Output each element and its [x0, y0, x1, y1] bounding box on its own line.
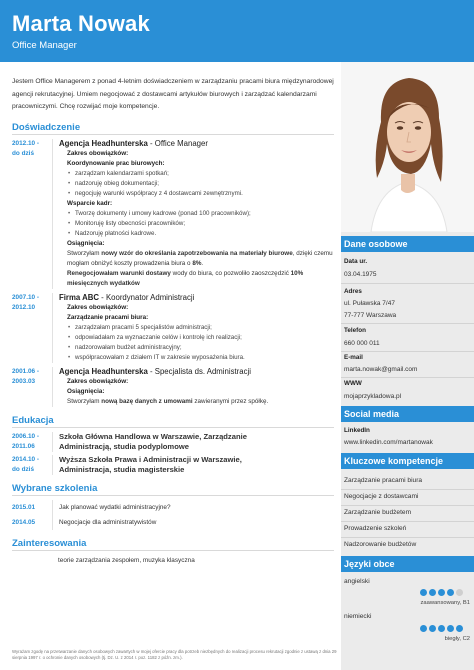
- duties-label: Zakres obowiązków:: [67, 377, 129, 385]
- section-title-training: Wybrane szkolenia: [12, 482, 98, 494]
- section-title-social: Social media: [341, 406, 474, 422]
- section-title-languages: Języki obce: [341, 556, 474, 572]
- date-end: do dziś: [12, 149, 35, 157]
- experience-item: [12, 139, 334, 289]
- candidate-name: Marta Nowak: [12, 11, 150, 36]
- sidebar-divider: [341, 521, 474, 522]
- language-name: angielski: [344, 578, 370, 585]
- experience-item: [12, 367, 334, 407]
- level-dot: [420, 625, 427, 632]
- experience-dates: [12, 139, 52, 289]
- date-start: 2014.10 -: [12, 455, 40, 463]
- school-name: Wyższa Szkoła Prawa i Administracji w Warszawie,: [59, 454, 242, 464]
- date-start: 2001.06 -: [12, 367, 40, 375]
- language-level-dots: [420, 625, 463, 632]
- address-line2: 77-777 Warszawa: [344, 312, 397, 319]
- address-line1: ul. Puławska 7/47: [344, 300, 395, 307]
- achievements-label: Osiągnięcia:: [67, 239, 105, 247]
- skill-item: Zarządzanie budżetem: [344, 509, 412, 516]
- level-dot: [429, 625, 436, 632]
- language-name: niemiecki: [344, 613, 372, 620]
- linkedin-label: LinkedIn: [344, 427, 370, 434]
- duty-group-label: Zarządzanie pracami biura:: [67, 313, 149, 321]
- duty-group-label: Wsparcie kadr:: [67, 199, 113, 207]
- www-link[interactable]: mojaprzykladowa.pl: [344, 393, 402, 400]
- level-dot: [438, 625, 445, 632]
- achievement-text: Stworzyłam nowy wzór do określania zapotrzebowania na materiały biurowe, dzięki czemu mogłam obniżyć koszty prowadzenia biura o 8%.: [67, 249, 333, 267]
- job-title: [59, 293, 334, 303]
- duty-item: • zarządzałam pracami 5 specjalistów administracji;: [67, 323, 334, 333]
- education-item: [12, 432, 334, 452]
- sidebar-divider: [341, 351, 474, 352]
- duty-item: • odpowiadałam za wyznaczanie celów i kontrolę ich realizacji;: [67, 333, 334, 343]
- training-item: [12, 500, 334, 515]
- achievement-text: Renegocjowałam warunki dostawy wody do biura, co pozwoliło zaoszczędzić 10% miesięcznych wydatków: [67, 269, 304, 287]
- date-start: 2007.10 -: [12, 293, 40, 301]
- level-dot: [420, 589, 427, 596]
- job-position: - Office Manager: [147, 138, 208, 148]
- job-title: [59, 139, 334, 149]
- profile-photo: [341, 62, 474, 232]
- training-item: [12, 515, 334, 530]
- phone-label: Telefon: [344, 327, 366, 334]
- level-dot: [456, 625, 463, 632]
- section-divider: [12, 427, 334, 428]
- section-title-interests: Zainteresowania: [12, 537, 87, 549]
- level-dot: [447, 589, 454, 596]
- dob-value: 03.04.1975: [344, 271, 377, 278]
- training-date: 2014.05: [12, 518, 36, 526]
- language-level: zaawansowany, B1: [420, 600, 470, 606]
- dob-label: Data ur.: [344, 258, 368, 265]
- training-name: Negocjacje dla administratywistów: [52, 515, 156, 530]
- duty-item: • nadzoruję obieg dokumentacji;: [67, 179, 334, 189]
- sidebar-divider: [341, 537, 474, 538]
- main-column: [12, 70, 334, 567]
- level-dot: [438, 589, 445, 596]
- experience-dates: [12, 293, 52, 363]
- sidebar-divider: [341, 283, 474, 284]
- duties-label: Zakres obowiązków:: [67, 303, 129, 311]
- duties-label: Zakres obowiązków:: [67, 149, 129, 157]
- section-title-education: Edukacja: [12, 414, 54, 426]
- company-name: Firma ABC: [59, 292, 100, 302]
- date-start: 2012.10 -: [12, 139, 40, 147]
- sidebar: [341, 62, 474, 670]
- gdpr-consent-clause: Wyrażam zgodę na przetwarzanie danych osobowych zawartych w mojej ofercie pracy dla potrzeb niezbędnych do realizacji procesu rekrutacji zgodnie z ustawą z dnia 29 sierpnia 1997 r. o ochronie danych osobowych (tj. Dz. U. z 2014 r. poz. 1182 z późn. zm.).: [12, 649, 337, 660]
- portrait-illustration: [341, 62, 474, 232]
- section-title-experience: Doświadczenie: [12, 121, 81, 133]
- email-link[interactable]: marta.nowak@gmail.com: [344, 366, 418, 373]
- training-name: Jak planować wydatki administracyjne?: [52, 500, 171, 515]
- job-position: - Koordynator Administracji: [99, 292, 195, 302]
- skill-item: Negocjacje z dostawcami: [344, 493, 419, 500]
- date-end: 2003.03: [12, 377, 36, 385]
- interests-text: teorie zarządzania zespołem, muzyka klasyczna: [58, 556, 195, 564]
- date-end: 2012.10: [12, 303, 36, 311]
- phone-value: 660 000 011: [344, 340, 380, 347]
- level-dot: [447, 625, 454, 632]
- job-title: [59, 367, 334, 377]
- www-label: WWW: [344, 380, 362, 387]
- section-title-skills: Kluczowe kompetencje: [341, 453, 474, 469]
- experience-details: [52, 139, 334, 289]
- level-dot: [456, 589, 463, 596]
- level-dot: [429, 589, 436, 596]
- address-label: Adres: [344, 288, 362, 295]
- duty-item: • Monitoruję listy obecności pracowników;: [67, 219, 334, 229]
- sidebar-divider: [341, 489, 474, 490]
- education-dates: [12, 455, 52, 475]
- section-title-personal: Dane osobowe: [341, 236, 474, 252]
- profile-summary: Jestem Office Managerem z ponad 4-letnim doświadczeniem w zarządzaniu pracami biura międzynarodowej agencji rekrutacyjnej. Umiem negocjować z dostawcami artykułów biurowych i zarządzać kalendarzami pracowniczymi. Chcę rozwijać moje kompetencje.: [12, 78, 334, 110]
- education-dates: [12, 432, 52, 452]
- email-label: E-mail: [344, 354, 363, 361]
- company-name: Agencja Headhunterska: [59, 138, 148, 148]
- language-level-dots: [420, 589, 463, 596]
- experience-details: [52, 293, 334, 363]
- linkedin-link[interactable]: www.linkedin.com/martanowak: [344, 439, 433, 446]
- degree-name: Administracją, studia podyplomowe: [59, 441, 189, 451]
- duty-item: • współpracowałam z działem IT w zakresie wyposażenia biura.: [67, 353, 334, 363]
- degree-name: Administracja, studia magisterskie: [59, 464, 185, 474]
- skill-item: Prowadzenie szkoleń: [344, 525, 407, 532]
- section-divider: [12, 495, 334, 496]
- skill-item: Zarządzanie pracami biura: [344, 477, 423, 484]
- duty-item: • negocjuję warunki współpracy z 4 dostawcami zewnętrznymi.: [67, 189, 334, 199]
- duty-group-label: Koordynowanie prac biurowych:: [67, 159, 165, 167]
- experience-details: [52, 367, 334, 407]
- section-divider: [12, 550, 334, 551]
- experience-item: [12, 293, 334, 363]
- education-item: [12, 455, 334, 475]
- skill-item: Nadzorowanie budżetów: [344, 541, 417, 548]
- education-details: [52, 455, 334, 475]
- training-date: 2015.01: [12, 503, 36, 511]
- achievements-label: Osiągnięcia:: [67, 387, 105, 395]
- date-end: 2011.06: [12, 442, 35, 450]
- duty-item: • Nadzoruję płatności kadrowe.: [67, 229, 334, 239]
- date-start: 2006.10 -: [12, 432, 40, 440]
- experience-dates: [12, 367, 52, 407]
- sidebar-divider: [341, 323, 474, 324]
- sidebar-divider: [341, 505, 474, 506]
- duty-item: • zarządzam kalendarzami spotkań;: [67, 169, 334, 179]
- achievement-text: Stworzyłam nową bazę danych z umowami zawieranymi przez spółkę.: [67, 397, 269, 405]
- job-position: - Specjalista ds. Administracji: [147, 366, 251, 376]
- school-name: Szkoła Główna Handlowa w Warszawie, Zarządzanie: [59, 431, 247, 441]
- company-name: Agencja Headhunterska: [59, 366, 148, 376]
- section-divider: [12, 134, 334, 135]
- duty-item: • Tworzę dokumenty i umowy kadrowe (ponad 100 pracowników);: [67, 209, 334, 219]
- header-banner: [0, 0, 474, 62]
- language-level: biegły, C2: [444, 636, 470, 642]
- date-end: do dziś: [12, 465, 35, 473]
- education-details: [52, 432, 334, 452]
- sidebar-divider: [341, 377, 474, 378]
- candidate-role: Office Manager: [12, 40, 77, 51]
- duty-item: • nadzorowałam budżet administracyjny;: [67, 343, 334, 353]
